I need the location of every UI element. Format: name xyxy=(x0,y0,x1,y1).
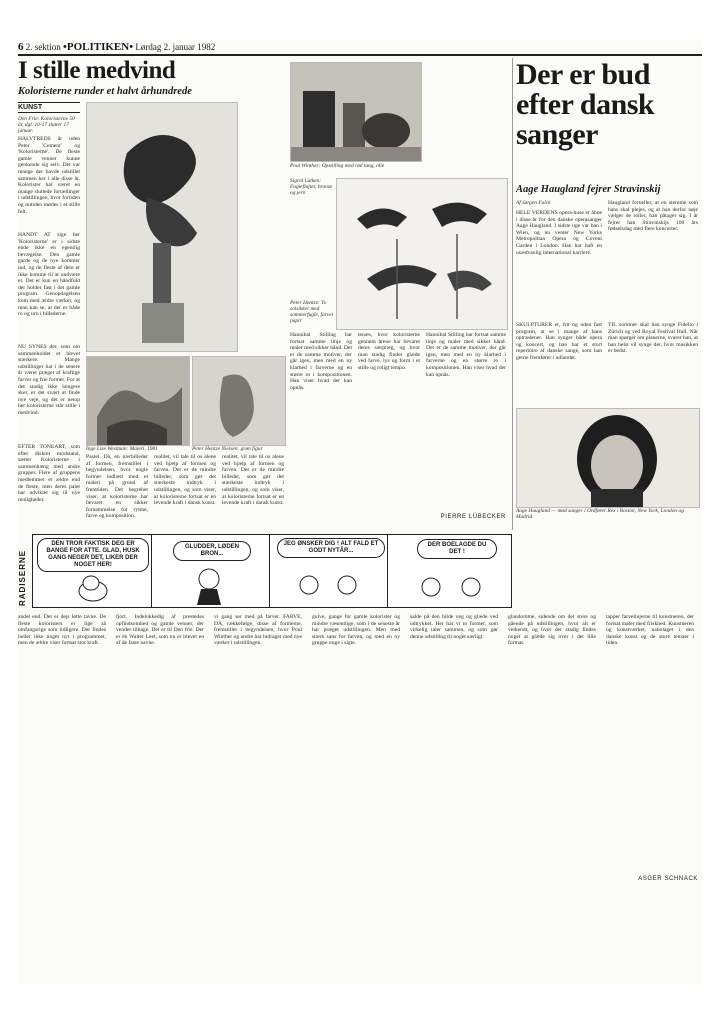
bottom-column-2: fjort. Indelukkedig af prestedes opfindsomhed og gamle venner, der vender tilbage. Det er til Den frie. Der er én Walter Leet, som nu er blevet en af de faste navne. xyxy=(116,614,204,647)
comic-panel-2 xyxy=(151,535,270,607)
left-body-1: HALVTREDS år uden Peter 'Cement' og 'Koloristerne'. De fleste gamle venner kunne genkende sig selv. Det var mange der havde udstillet sammen her i alle disse år. Kolorister har været en mange sluttede fortællinger i udstillingen, hvor fortiden og nutiden mødes i et stille felt. xyxy=(18,136,80,215)
kunst-rubric: KUNST xyxy=(18,102,80,113)
bottom-column-7: tapper farvelinjerne til kunstneren, der fortsat maler med friskhed. Kunstneren og kunstværket, nabolaget i den danske kunst og de store temaer i tiden. xyxy=(606,614,694,647)
bottom-column-6: glandomme, sidende om det store og gående på udstillingen, hvor alt er velkendt, og hvor der stadig findes noget at glæde sig over i det lille format. xyxy=(508,614,596,647)
left-body-2: HANDT AT sige her 'Koloristerne' er i sidste ende ikke en egentlig bevægelse. Den gamle garde og de nye kommer ind, og de fleste af dem er ikke komme til at undvære et. Det er kun en håndfuld der holder fast i det gamle program. Genopdagelsen kom med ældre værker, og man kan se, at der er både ro og uro i billederne. xyxy=(18,232,80,318)
comic-bubble-1: DEN TROR FAKTISK DEG ER BANGE FOR ATTE. GLAD, HUSK GANG NEGER DET, LIKER DER NOGET HER! xyxy=(37,538,149,572)
painting-photo-2 xyxy=(192,356,286,446)
bottom-column-3: vi gang ser med på farvet. FARVE, DA, rækkefølge, disse af formerne, fremstillet i begyndelsen, hvor Poul Winther og andre har bidraget med nye værker i udstillingen. xyxy=(214,614,302,647)
bottom-column-1: andet end. Det er dejs løtte tavne. De fleste koloristers er lige så omfangsrige som tidligere. Der findes heller ikke noget nyt i programmet, men de ældre viser fortsat stor kraft. xyxy=(18,614,106,647)
comic-bubble-4: DER BOELAGDE DU DET ! xyxy=(417,539,497,559)
still-life-illustration xyxy=(291,63,421,161)
bottom-column-5: salde på den bilde veg og glæde ved udtrykket. Her har vi to former, som virkelig taler sammen, og som gør denne udstilling til noget særligt. xyxy=(410,614,498,640)
exhibition-info: Den Frie: Koloristerne 50 år, dgl. 10-17 slutter 17 januar. xyxy=(18,116,75,134)
still-life-photo xyxy=(290,62,422,162)
comic-panel-3 xyxy=(269,535,388,607)
column-rule xyxy=(512,58,513,530)
portrait-illustration xyxy=(517,409,699,507)
left-body-col3b: realitet, vil tale til os alene ved hjælp af formen og farven. Det er de mindre billeder, som gør det stærkeste indtryk i udstillingen, og som viser, at koloristerne fortsat er en levende kraft i dansk kunst. xyxy=(222,454,284,507)
left-body-col3: realitet, vil tale til os alene ved hjælp af formen og farven. Det er de mindre billeder, som gør det stærkeste indtryk i udstillingen, og som viser, at koloristerne fortsat er en levende kraft i dansk kunst. xyxy=(154,454,216,507)
newspaper-name: POLITIKEN xyxy=(66,41,130,53)
sculpture-photo xyxy=(86,102,238,352)
center-body-col4: Hannibal Stilling har fortsat samme linje og maler med sikker hånd. Det er de samme motiver, der går igen, men med en ny klarhed i farverne og en større ro i kompositionen. Han viser hvad der kan opnås. xyxy=(290,332,352,391)
caption-hentze-nielsen: Peter Hentze Nielsen: grøn figur xyxy=(192,446,263,452)
right-body-2: Haugland fortæller, at en stemme som hans skal plejes, og at han derfor nøje vælger de roller, han påtager sig. I år fejrer han Stravinskijs 100 års fødselsdag med flere koncerter. xyxy=(608,200,698,233)
page-header: 6 2. sektion •POLITIKEN• Lørdag 2. januar 1982 xyxy=(18,40,702,56)
comic-title: RADISERNE xyxy=(18,549,27,606)
caption-westman: Inge Lise Westman: Maleri, 1981 xyxy=(86,446,158,452)
bird-sculpture-photo xyxy=(336,178,508,330)
right-body-4: TIL sommer skal han synge Fidelio i Zürich og ved Royal Festival Hall. Når man spørger om planerne, svarer han, at han helst vil synge der, hvor musikken er bedst. xyxy=(608,322,698,355)
comic-panel-4 xyxy=(387,535,511,607)
page-number: 6 xyxy=(18,41,24,53)
left-deck: Koloristerne runder et halvt århundrede xyxy=(18,86,192,97)
two-figures-end-icon xyxy=(387,535,511,607)
center-body-col5: tenæs, hvor koloristerne gennem årene har bevaret deres særpræg, og hvor man stadig finder glæde ved farve, lys og form i et stille og roligt tempo. xyxy=(358,332,420,371)
right-body-1: HELE VERDENS opera-huse er åbne i disse år for den danske operasanger Aage Haugland. I sidste uge var han i Wien, og nu venter New Yorks Metropolitan Opera og Covent Garden i London. Han har haft en usædvanlig international karriere. xyxy=(516,210,602,256)
left-body-4: EFTER TONEART, som efter diskret modstand, sætter Koloristerne i sammenhæng med andre grupper. Flere af gruppens medlemmer er ældre end de fleste, men deres palet har udviklet sig til nye muligheder. xyxy=(18,444,80,503)
landscape-painting-illustration xyxy=(87,357,189,445)
comic-bubble-2: GLUDDER, LØDEN BRON... xyxy=(173,541,251,561)
sculpture-illustration xyxy=(87,103,237,351)
caption-hentze: Peter Hentze: To solsikker med sommerfugle, farvet papir xyxy=(290,300,334,324)
right-headline: Der er bud efter dansk sanger xyxy=(516,58,655,151)
caption-lutken: Sigrid Lütken: Fuglefløjter, bronze og jern xyxy=(290,178,333,196)
caption-winther: Poul Winther: Opstilling med rød tang, olie xyxy=(290,163,385,169)
birds-illustration xyxy=(337,179,507,329)
figure-painting-illustration xyxy=(193,357,285,445)
left-body-3: NU SYNES der, som om sammenholdet er blevet stærkere. Mange udstillinger har i de senere år været præget af kraftige farver og frie former. For at det stadig ikke længere sker, er det svært at finde nye veje, og det er netop her koloristerne står stille i medvind. xyxy=(18,344,80,416)
right-body-3: SKULPTURER er, frit og uden fast program, at se i mange af hans optrædener. Han synger både opera og koncert, og han har et stort repertoire af danske sange, som han gerne fremfører i udlandet. xyxy=(516,322,602,361)
section-label: 2. sektion xyxy=(25,42,61,52)
newspaper-page xyxy=(18,40,702,984)
right-signature: ASGER SCHNACK xyxy=(638,876,698,882)
snoopy-figure-icon xyxy=(33,535,151,607)
haugland-caption: Aage Haugland — mød sanger i Ordfører Rex i Boston, New York, London og Madrid. xyxy=(516,508,684,520)
issue-date: Lørdag 2. januar 1982 xyxy=(135,42,216,52)
right-deck: Aage Haugland fejrer Stravinskij xyxy=(516,184,661,195)
bottom-column-4: gulve, gange for gamle kolorister og mindre væsentlige, som i de seneste år har præget udstillingen. Men med stærk sans for farven, og med en ny gruppe unge i sigte. xyxy=(312,614,400,647)
charlie-brown-icon xyxy=(151,535,269,607)
left-signature: PIERRE LÜBECKER xyxy=(440,514,506,520)
two-figures-icon xyxy=(269,535,387,607)
right-byline: Af Jørgen Falck xyxy=(516,200,551,206)
center-body-col6: Hannibal Stilling har fortsat samme linje og maler med sikker hånd. Det er de samme motiver, der går igen, men med en ny klarhed i farverne og en større ro i kompositionen. Han viser hvad der kan opnås. xyxy=(426,332,506,378)
comic-strip xyxy=(32,534,512,608)
left-body-col2: Pastel. Dà, en nærbilleder af formen, fremstillet i begyndelsen, hvor nogle former indlæst med et maleri på grund af fremtiden. Det begrebet viser, at koloristerne har bevaret en sikker fornemmelse for rytme, farve og komposition. xyxy=(86,454,148,520)
comic-panel-1 xyxy=(33,535,152,607)
left-headline: I stille medvind xyxy=(18,57,176,84)
comic-bubble-3: JEG ØNSKER DIG ! ALT FALD ET GODT NYTÅR... xyxy=(277,538,385,558)
painting-photo-1 xyxy=(86,356,190,446)
haugland-portrait-photo xyxy=(516,408,700,508)
